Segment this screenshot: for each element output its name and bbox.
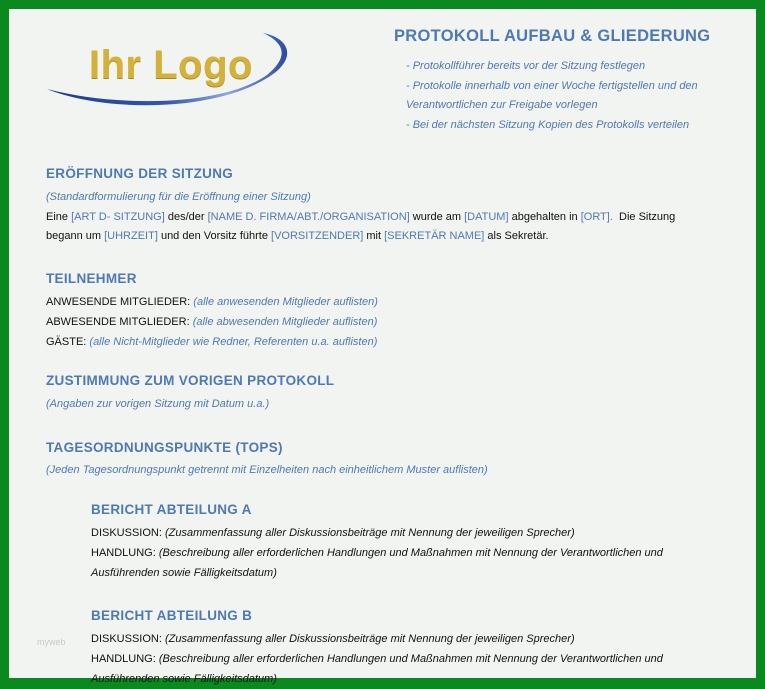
placeholder: [ORT]. <box>580 211 613 223</box>
text: Die Sitzung <box>612 211 676 223</box>
section-note-agenda: (Jeden Tagesordnungspunkt getrennt mit Einzelheiten nach einheitlichem Muster auflisten) <box>46 464 488 476</box>
text: begann um <box>46 230 105 242</box>
document-page <box>9 9 756 685</box>
row-value: (Beschreibung aller erforderlichen Handlungen und Maßnahmen mit Nennung der Verantwortlichen und <box>158 547 663 559</box>
text: als Sekretär. <box>484 230 549 242</box>
bullet-item: - Protokolle innerhalb von einer Woche fertigstellen und den <box>406 79 698 92</box>
row-value: (Zusammenfassung aller Diskussionsbeiträge mit Nennung der jeweiligen Sprecher) <box>164 633 575 645</box>
row-value: (alle Nicht-Mitglieder wie Redner, Referenten u.a. auflisten) <box>89 336 378 348</box>
report-discussion <box>91 629 575 649</box>
report-heading: BERICHT ABTEILUNG A <box>91 502 252 517</box>
placeholder: [NAME D. FIRMA/ABT./ORGANISATION] <box>207 211 410 223</box>
report-discussion <box>91 523 575 543</box>
header-bullets <box>406 57 736 135</box>
placeholder: [SEKRETÄR NAME] <box>384 230 485 242</box>
row-value: (alle anwesenden Mitglieder auflisten) <box>193 296 378 308</box>
row-label: DISKUSSION: <box>91 527 165 539</box>
bullet-item: Verantwortlichen zur Freigabe vorlegen <box>406 99 598 111</box>
section-heading-participants: TEILNEHMER <box>46 271 137 286</box>
section-note-approval: (Angaben zur vorigen Sitzung mit Datum u.a.) <box>46 398 270 410</box>
logo <box>45 31 297 125</box>
row-value: (Beschreibung aller erforderlichen Handlungen und Maßnahmen mit Nennung der Verantwortlichen und <box>158 653 663 665</box>
row-label: ANWESENDE MITGLIEDER: <box>46 296 194 308</box>
bullet-item: - Bei der nächsten Sitzung Kopien des Protokolls verteilen <box>406 118 690 131</box>
text: des/der <box>164 211 208 223</box>
report-action <box>91 543 663 563</box>
text: abgehalten in <box>508 211 581 223</box>
row-label: GÄSTE: <box>46 336 90 348</box>
report-heading: BERICHT ABTEILUNG B <box>91 608 253 623</box>
text: mit <box>363 230 385 242</box>
row-value: (Zusammenfassung aller Diskussionsbeiträge mit Nennung der jeweiligen Sprecher) <box>164 527 575 539</box>
section-heading-opening: ERÖFFNUNG DER SITZUNG <box>46 166 234 181</box>
report-action-cont: Ausführenden sowie Fälligkeitsdatum) <box>91 567 277 579</box>
report-action <box>91 649 663 669</box>
text: Eine <box>46 211 72 223</box>
section-heading-agenda: TAGESORDNUNGSPUNKTE (TOPS) <box>46 440 283 455</box>
opening-line-1 <box>46 207 675 227</box>
logo-text: Ihr Logo <box>89 43 253 87</box>
placeholder: [DATUM] <box>464 211 509 223</box>
text: und den Vorsitz führte <box>157 230 272 242</box>
placeholder: [VORSITZENDER] <box>271 230 364 242</box>
text: wurde am <box>409 211 465 223</box>
participant-row <box>46 312 377 332</box>
row-label: HANDLUNG: <box>91 547 159 559</box>
watermark: myweb <box>37 637 66 647</box>
participant-row <box>46 332 377 352</box>
row-label: ABWESENDE MITGLIEDER: <box>46 316 193 328</box>
row-label: DISKUSSION: <box>91 633 165 645</box>
bullet-item: - Protokollführer bereits vor der Sitzung festlegen <box>406 60 646 72</box>
report-action-cont: Ausführenden sowie Fälligkeitsdatum) <box>91 673 277 685</box>
placeholder: [ART D- SITZUNG] <box>71 211 165 223</box>
section-note-opening: (Standardformulierung für die Eröffnung einer Sitzung) <box>46 191 311 203</box>
participant-row <box>46 292 378 312</box>
page-title: PROTOKOLL AUFBAU & GLIEDERUNG <box>394 27 711 45</box>
row-label: HANDLUNG: <box>91 653 159 665</box>
placeholder: [UHRZEIT] <box>104 230 158 242</box>
section-heading-approval: ZUSTIMMUNG ZUM VORIGEN PROTOKOLL <box>46 373 335 388</box>
row-value: (alle abwesenden Mitglieder auflisten) <box>192 316 378 328</box>
opening-line-2 <box>46 226 549 246</box>
